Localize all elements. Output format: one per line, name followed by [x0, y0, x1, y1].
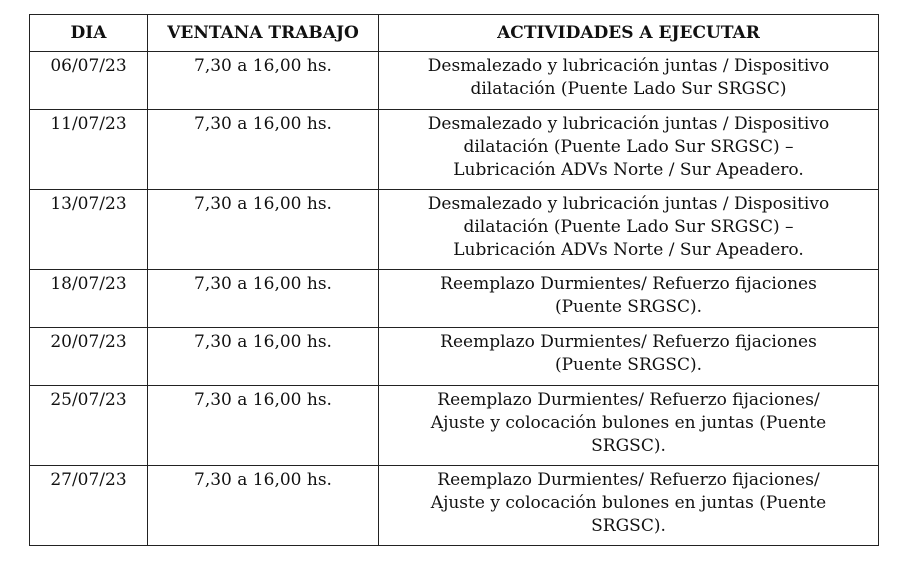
cell-actividades: [379, 110, 879, 190]
cell-ventana: 7,30 a 16,00 hs.: [148, 328, 379, 386]
cell-dia: 13/07/23: [30, 190, 148, 270]
table-row: [30, 466, 879, 546]
activity-line: Desmalezado y lubricación juntas / Dispositivo: [427, 114, 830, 134]
activity-line: Reemplazo Durmientes/ Refuerzo fijaciones/: [437, 390, 820, 410]
activity-line: dilatación (Puente Lado Sur SRGSC) –: [463, 137, 794, 157]
cell-actividades: [379, 190, 879, 270]
cell-actividades: [379, 386, 879, 466]
cell-ventana: 7,30 a 16,00 hs.: [148, 466, 379, 546]
activity-line: Lubricación ADVs Norte / Sur Apeadero.: [453, 240, 804, 260]
cell-actividades: [379, 52, 879, 110]
header-actividades: ACTIVIDADES A EJECUTAR: [379, 15, 879, 52]
table-row: [30, 270, 879, 328]
activity-line: SRGSC).: [591, 516, 666, 536]
table-row: [30, 328, 879, 386]
activity-line: Reemplazo Durmientes/ Refuerzo fijaciones: [440, 332, 817, 352]
header-ventana-trabajo: VENTANA TRABAJO: [148, 15, 379, 52]
table-row: [30, 52, 879, 110]
activity-line: Desmalezado y lubricación juntas / Dispositivo: [427, 56, 830, 76]
activity-line: SRGSC).: [591, 436, 666, 456]
activity-line: Reemplazo Durmientes/ Refuerzo fijaciones: [440, 274, 817, 294]
table-row: [30, 386, 879, 466]
activity-line: Desmalezado y lubricación juntas / Dispositivo: [427, 194, 830, 214]
cell-actividades: [379, 270, 879, 328]
cell-ventana: 7,30 a 16,00 hs.: [148, 190, 379, 270]
cell-actividades: [379, 466, 879, 546]
activity-line: Ajuste y colocación bulones en juntas (Puente: [430, 493, 827, 513]
activity-line: Lubricación ADVs Norte / Sur Apeadero.: [453, 160, 804, 180]
activity-line: dilatación (Puente Lado Sur SRGSC) –: [463, 217, 794, 237]
header-row: [30, 15, 879, 52]
cell-ventana: 7,30 a 16,00 hs.: [148, 52, 379, 110]
activity-line: Ajuste y colocación bulones en juntas (Puente: [430, 413, 827, 433]
activity-line: (Puente SRGSC).: [554, 355, 703, 375]
cell-dia: 20/07/23: [30, 328, 148, 386]
cell-ventana: 7,30 a 16,00 hs.: [148, 270, 379, 328]
activity-line: (Puente SRGSC).: [554, 297, 703, 317]
activity-line: dilatación (Puente Lado Sur SRGSC): [470, 79, 787, 99]
activity-line: Reemplazo Durmientes/ Refuerzo fijaciones/: [437, 470, 820, 490]
cell-dia: 06/07/23: [30, 52, 148, 110]
cell-ventana: 7,30 a 16,00 hs.: [148, 110, 379, 190]
table-row: [30, 190, 879, 270]
cell-ventana: 7,30 a 16,00 hs.: [148, 386, 379, 466]
cell-actividades: [379, 328, 879, 386]
work-schedule-table: [29, 14, 879, 546]
header-dia: DIA: [30, 15, 148, 52]
table-row: [30, 110, 879, 190]
cell-dia: 11/07/23: [30, 110, 148, 190]
cell-dia: 27/07/23: [30, 466, 148, 546]
cell-dia: 18/07/23: [30, 270, 148, 328]
cell-dia: 25/07/23: [30, 386, 148, 466]
